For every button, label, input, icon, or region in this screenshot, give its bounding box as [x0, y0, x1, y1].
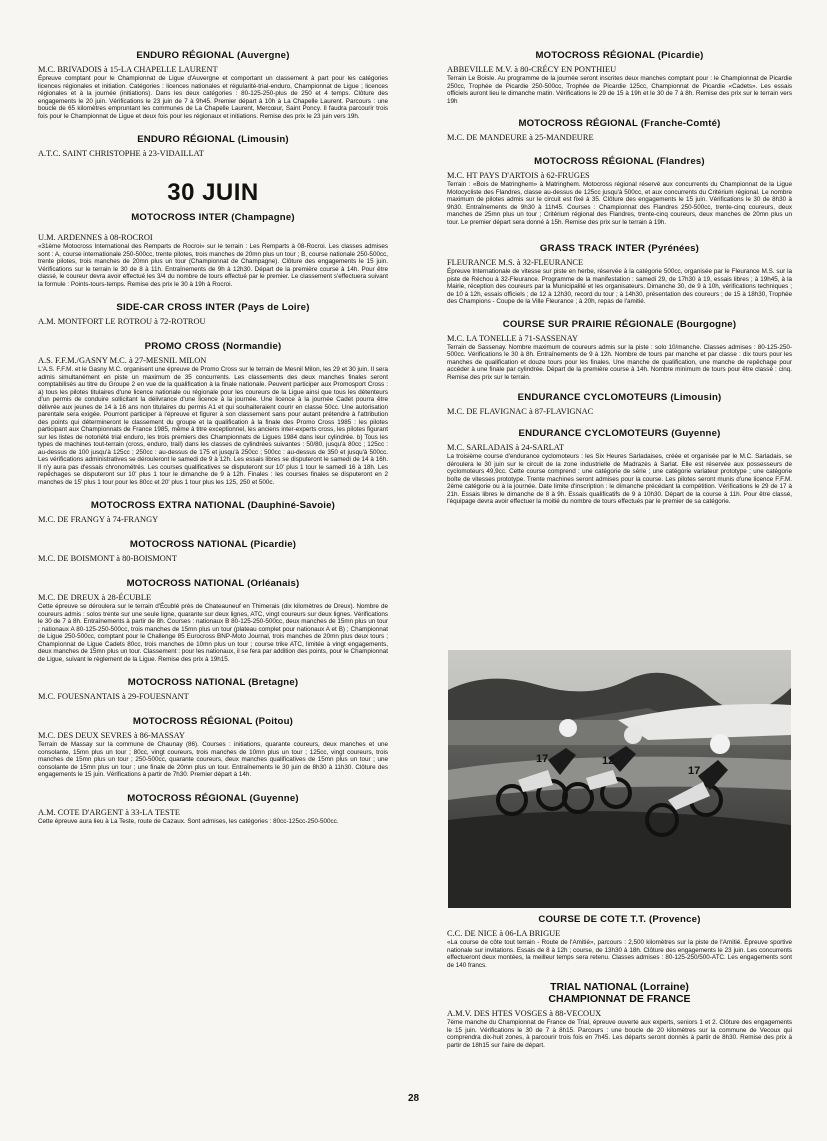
section-heading: MOTOCROSS RÉGIONAL (Flandres): [534, 156, 705, 167]
club-name: A.M. MONTFORT LE ROTROU à 72-ROTROU: [38, 317, 206, 326]
section-motocross-inter-champagne: [38, 212, 388, 288]
page-number: 28: [407, 1093, 420, 1104]
section-body: 7ème manche du Championnat de France de Trial, épreuve ouverte aux experts, seniors 1 et 2. Clôture des engagements le 15 juin. Vérifications le 30 de 7 à 8h15. Parcours : une boucle de 20 kilomètres sur la commune de Vecoux qui comprendra dix-huit zones, à parcourir trois fois en 7h45. Les départs seront donnés à partir de 8h30. Remise des prix à partir de 18h15 sur l'aire de départ.: [447, 1019, 792, 1049]
section-motocross-national-orleanais: [38, 578, 388, 663]
section-sidecar-cross: [38, 302, 388, 327]
section-heading: MOTOCROSS NATIONAL (Orléanais): [126, 578, 300, 589]
club-name: M.C. SARLADAIS à 24-SARLAT: [447, 443, 565, 452]
club-name: M.C. DES DEUX SEVRES à 86-MASSAY: [38, 731, 185, 740]
club-name: M.C. BRIVADOIS à 15-LA CHAPELLE LAURENT: [38, 65, 218, 74]
left-column: [38, 50, 388, 825]
section-heading: MOTOCROSS RÉGIONAL (Poitou): [132, 716, 294, 727]
section-motocross-regional-franche-comte: [447, 118, 792, 143]
section-heading: ENDURANCE CYCLOMOTEURS (Guyenne): [518, 428, 721, 439]
section-heading: MOTOCROSS RÉGIONAL (Picardie): [535, 50, 704, 61]
section-enduro-auvergne: [38, 50, 388, 120]
club-name: A.M.V. DES HTES VOSGES à 88-VECOUX: [447, 1009, 602, 1018]
club-name: M.C. LA TONELLE à 71-SASSENAY: [447, 333, 579, 343]
rider-number: 17: [536, 753, 549, 765]
motocross-photo-icon: [448, 650, 791, 908]
section-trial-national: [447, 981, 792, 1049]
section-heading: MOTOCROSS NATIONAL (Bretagne): [127, 677, 299, 688]
section-heading: MOTOCROSS INTER (Champagne): [131, 212, 295, 223]
club-name: A.S. F.F.M./GASNY M.C. à 27-MESNIL MILON: [38, 356, 207, 365]
date-heading: 30 JUIN: [167, 179, 259, 206]
section-heading: GRASS TRACK INTER (Pyrénées): [539, 243, 700, 254]
section-heading: MOTOCROSS RÉGIONAL (Franche-Comté): [518, 118, 721, 129]
club-name: U.M. ARDENNES à 08-ROCROI: [38, 233, 153, 242]
section-motocross-regional-guyenne: [38, 793, 388, 826]
section-motocross-regional-flandres: [447, 156, 792, 226]
trial-heading-line1: TRIAL NATIONAL (Lorraine): [550, 981, 689, 993]
section-motocross-extra-national: [38, 500, 388, 525]
section-body: Cette épreuve se déroulera sur le terrain d'Écublé près de Chateauneuf en Thimerais (dix kilomètres de Dreux). Nombre de coureurs admis : solos trente sur une seule ligne, quarante sur deux lignes, ATC, vingt coureurs sur deux lignes. Vérifications le 30 de 7 à 8h. Entraînements à partir de 8h. Courses : nationaux B 80-125-250-500cc, deux manches de 15mn plus un tour ; nationaux A 80-125-250-500cc, trois manches de 15mn plus un tour (plateau complet pour nationaux A et B) ; Championnat de Ligue 250-500cc, comptant pour le Challenge 85 Eurocross BNP-Moto Journal, trois manches de 20mn plus deux tours ; Championnat de Ligue Cadets 80cc, trois manches de 10mn plus un tour ; course trike ATC, limitée à vingt engagements, deux manches de 15mn plus un tour. Classement : pour les nationaux, il se fera par addition des points, pour le Championnat de Ligue, suivant le règlement de la Ligue. Remise des prix à 19h15.: [38, 603, 388, 663]
section-motocross-national-picardie: [38, 539, 388, 564]
section-body: Épreuve Internationale de vitesse sur piste en herbe, réservée à la catégorie 500cc, organisée par le Fleurance M.S. sur la piste de Réchou à 32-Fleurance. Programme de la manifestation : samedi 29, de 17h30 à 19, essais libres ; à 19h45, à la Mairie, réception des coureurs par la Municipalité et les organisateurs. Dimanche 30, de 9 à 10h, vérifications techniques ; de 10 à 12h, essais officiels ; de 12 à 12h30, record du tour ; à 14h30, présentation des coureurs ; de 15 à 18h30, Trophée des Champions - Coupe de la Ville Fleurance ; à 20h, repas de l'amitié.: [447, 268, 792, 305]
section-promo-cross: [38, 341, 388, 486]
section-heading: ENDURO RÉGIONAL (Auvergne): [136, 50, 290, 61]
section-enduro-limousin: [38, 134, 388, 159]
section-heading: COURSE SUR PRAIRIE RÉGIONALE (Bourgogne): [502, 318, 737, 330]
section-motocross-national-bretagne: [38, 677, 388, 702]
section-body: Terrain : «Bois de Matringhem» à Matringhem. Motocross régional réservé aux concurrents du Championnat de la Ligue Motocycliste des Flandres, classe au-dessus de 125cc jusqu'à 500cc, et aux concurrents du Critérium régional. Le nombre maximum de pilotes admis sur le circuit est fixé à 35. Clôture des engagements le 15 juin. Vérifications le 30 de 8h30 à 9h30. Entraînements de 9h30 à 11h45. Courses : Championnat des Flandres 250-500cc, trente-cinq coureurs, deux manches de 25mn plus un tour ; Critérium régional des Flandres, trente-cinq coureurs, deux manches de 20mn plus un tour. Le premier départ sera donné à 15h. Remise des prix sur le terrain à 19h.: [447, 181, 792, 226]
section-body: Terrain Le Boisle. Au programme de la journée seront inscrites deux manches comptant pour : le Championnat de Picardie 250cc, Trophée de Picardie 250-500cc, Trophée de Picardie 125cc, Championnat de Picardie «Cadets». Les essais officiels auront lieu le dimanche matin. Vérifications le 29 de 15 à 19h et le 30 de 7 à 8h. Remise des prix sur le terrain vers 19h: [447, 75, 792, 105]
section-heading: MOTOCROSS EXTRA NATIONAL (Dauphiné-Savoie): [90, 500, 336, 511]
section-body: Cette épreuve aura lieu à La Teste, route de Cazaux. Sont admises, les catégories : 80cc-125cc-250-500cc.: [38, 817, 339, 825]
club-name: A.M. COTE D'ARGENT à 33-LA TESTE: [38, 807, 180, 817]
right-column-lower: [447, 914, 792, 1049]
section-body: L'A.S. F.F.M. et le Gasny M.C. organisent une épreuve de Promo Cross sur le terrain de Mesnil Milon, les 29 et 30 juin. Il sera admis simultanément en piste un maximum de 35 concurrents. Les classements des deux manches finales seront comptabilisés au titre du Groupe 2 en vue de la qualification à la finale nationale. Peuvent participer aux Promosport Cross : a) tous les pilotes titulaires d'une licence nationale ou régionale pour les coureurs de la Ligue ainsi que tous les détenteurs d'un permis de conduire sollicitant la délivrance d'une licence à la journée. Une licence à la journée Cadet pourra être délivrée aux jeunes de 14 à 16 ans non titulaires du permis A1 et qui souhaiteraient courir en classe 50cc. Une autorisation parentale sera exigée. Pourront participer à l'épreuve et figurer à son classement sans pour autant prétendre à l'attribution des points qui détermineront le classement du groupe et la qualification à la finale des Promo Cross 1985 : les pilotes participant aux Championnats de France 1985, même à titre exceptionnel, les anciens inter-experts cross, les pilotes figurant sur les listes de notoriété trial enduro, les trois premiers des Championnats de Ligues 1984 dans leur cylindrée. b) Tous les types de machines tout-terrain (cross, enduro, trail) dans les classes de cylindrées suivantes : 50/80, jusqu'à 80cc ; 125cc : au-dessus de 100 jusqu'à 125cc ; 250cc : au-dessus de 175 et jusqu'à 250cc ; 500cc : au-dessus de 350 et jusqu'à 500cc. Les vérifications administratives se dérouleront le samedi de 9 à 12h. Les essais libres se disputeront le samedi de 14 à 16h. Il n'y aura pas d'essais chronométrés. Les courses qualificatives se disputeront sur 10' plus 1 tour le samedi 16 à 18h. Les repêchages se disputeront sur 10' plus 1 tour le dimanche de 9 à 12h. Finales : les courses finales se disputeront en 2 manches de 15' plus 1 tour pour les 80cc et 20' plus 1 tour plus les 125, 250 et 500c.: [38, 366, 388, 486]
section-motocross-regional-picardie: [447, 50, 792, 105]
section-body: Terrain de Sassenay. Nombre maximum de coureurs admis sur la piste : solo 10/manche. Classes admises : 80-125-250-500cc. Vérifications le 30 à 8h. Entraînements de 9 à 12h. Nombre de tours par manche et par classe : dix tours pour les manches de qualification et douze tours pour les finales. Une manche de qualification, une manche de repêchage pour accéder à une finale par cylindrée. Départ de la première course à 14h. Nombre minimum de tours pour être classé : cinq. Remise des prix sur le terrain.: [447, 343, 792, 381]
section-heading: MOTOCROSS NATIONAL (Picardie): [129, 539, 297, 550]
section-endurance-guyenne: [447, 428, 792, 506]
club-name: M.C. DE FRANGY à 74-FRANGY: [38, 515, 159, 524]
club-name: M.C. FOUESNANTAIS à 29-FOUESNANT: [38, 692, 189, 701]
section-body: Terrain de Massay sur la commune de Chaunay (86). Courses : initiations, quarante coureurs, deux manches et une consolante, 15mn plus un tour ; 80cc, vingt coureurs, trois manches de 10mn plus un tour ; 125cc, vingt coureurs, trois manches de 15mn plus un tour ; 250-500cc, quarante coureurs, deux manches qualificatives de 15mn plus un tour ; une consolante de 15mn plus un tour ; une finale de 20mn plus un tour. Entraînements le 30 juin de 8h30 à 11h30. Clôture des engagements le 15 juin. Vérifications à partir de 7h30. Premier départ à 14h.: [38, 741, 388, 778]
section-heading: PROMO CROSS (Normandie): [144, 341, 282, 352]
club-name: M.C. HT PAYS D'ARTOIS à 62-FRUGES: [447, 171, 590, 180]
section-body: «31ème Motocross International des Remparts de Rocroi» sur le terrain : Les Remparts à 08-Rocroi. Les classes admises sont : A, course internationale 250-500cc, trente pilotes, trois manches de 20mn plus un tour ; B, course nationale 250-500cc, trente pilotes, trois manches de 20mn plus un tour (Championnat de Champagne). Clôture des engagements le 15 juin. Vérifications sur le terrain le 30 de 8 à 11h. Entraînements de 9h à 12h30. Départ de la première course à 14h. Pour être classé, le coureur devra avoir effectué les 3/4 du nombre de tours effectué par le premier. Le classement s'effectuera suivant la formule : Points-tours-temps. Remise des prix le 30 à 19h à Rocroi.: [38, 243, 388, 288]
club-name: M.C. DE MANDEURE à 25-MANDEURE: [447, 133, 594, 142]
section-body: «La course de côte tout terrain - Route de l'Amitié», parcours : 2,500 kilomètres sur la piste de l'Amitié. Épreuve sportive nationale sur invitations. Essais de 8 à 12h ; course, de 13h30 à 18h. Clôture des engagements le 23 juin. Les concurrents effectueront deux montées, la meilleur temps sera retenu. Classes admises : 80-125-250/500-ATC. Les engagements sont de 140 francs.: [447, 939, 792, 969]
club-name: C.C. DE NICE à 06-LA BRIGUE: [447, 929, 561, 938]
section-endurance-limousin: [447, 392, 792, 417]
section-heading: ENDURANCE CYCLOMOTEURS (Limousin): [517, 392, 722, 403]
section-heading: ENDURO RÉGIONAL (Limousin): [137, 134, 289, 145]
club-name: M.C. DE BOISMONT à 80-BOISMONT: [38, 554, 177, 563]
section-heading: COURSE DE COTE T.T. (Provence): [538, 914, 701, 925]
section-grass-track: [447, 243, 792, 306]
right-column: [447, 50, 792, 506]
trial-heading-line2: CHAMPIONNAT DE FRANCE: [548, 993, 691, 1005]
section-body: Épreuve comptant pour le Championnat de Ligue d'Auvergne et comportant un classement à part pour les catégories licences régionales et initiation. Catégories : licences nationales et régularité-trial-enduro, Championnat de Ligue ; licences régionales et à la journée (initiations). Dans les deux catégories : 80-125-250-plus de 250 et 4 temps. Clôture des engagements le 20 juin. Vérifications le 23 juin de 7 à 9h45. Premier départ à 10h à La Chapelle Laurent. Parcours : une boucle de 65 kilomètres empruntant les communes de La Chapelle Laurent, Mercœur, Saint Poncy. Il faudra parcourir trois fois pour le Championnat de Ligue et deux fois pour les régionaux et initiations. Remise des prix le 23 juin vers 19h.: [38, 75, 388, 120]
section-heading: SIDE-CAR CROSS INTER (Pays de Loire): [116, 302, 310, 313]
club-name: A.T.C. SAINT CHRISTOPHE à 23-VIDAILLAT: [38, 149, 204, 158]
section-course-prairie: [447, 319, 792, 382]
section-body: La troisième course d'endurance cyclomoteurs : les Six Heures Sarladaises, créée et organisée par le M.C. Sarladais, se déroulera le 30 juin sur le circuit de la zone industrielle de Madrazès à Sarlat. Elle est réservée aux possesseurs de cyclomoteurs 49,9cc. Cette course comprend : une catégorie de série ; une catégorie variateur prototype ; une catégorie boîte de vitesses prototype. Trente machines seront admises pour la course. Les pilotes seront munis d'une licence F.F.M. 2ème catégorie ou à la journée. Date limite d'inscription : le dimanche précédant la compétition. Vérifications le 29 de 17 à 21h. Essais libres le dimanche de 8 à 9h. Essais qualificatifs de 9 à 10h30. Départ de la course à 11h. Pour être classé, l'équipage devra avoir effectuer la moitié du nombre de tours effectués par le premier de sa catégorie.: [447, 453, 792, 505]
club-name: M.C. DE FLAVIGNAC à 87-FLAVIGNAC: [447, 407, 594, 416]
rider-number: 17: [688, 765, 701, 777]
section-motocross-regional-poitou: [38, 716, 388, 779]
section-heading: MOTOCROSS RÉGIONAL (Guyenne): [127, 792, 299, 804]
club-name: M.C. DE DREUX à 28-ÉCUBLE: [38, 593, 152, 602]
section-course-cote: [447, 914, 792, 969]
rider-number: 12: [602, 755, 615, 767]
motocross-photo: [448, 650, 791, 908]
club-name: ABBEVILLE M.V. à 80-CRÉCY EN PONTHIEU: [447, 65, 617, 74]
section-heading: [447, 981, 792, 1005]
club-name: FLEURANCE M.S. à 32-FLEURANCE: [447, 258, 584, 267]
